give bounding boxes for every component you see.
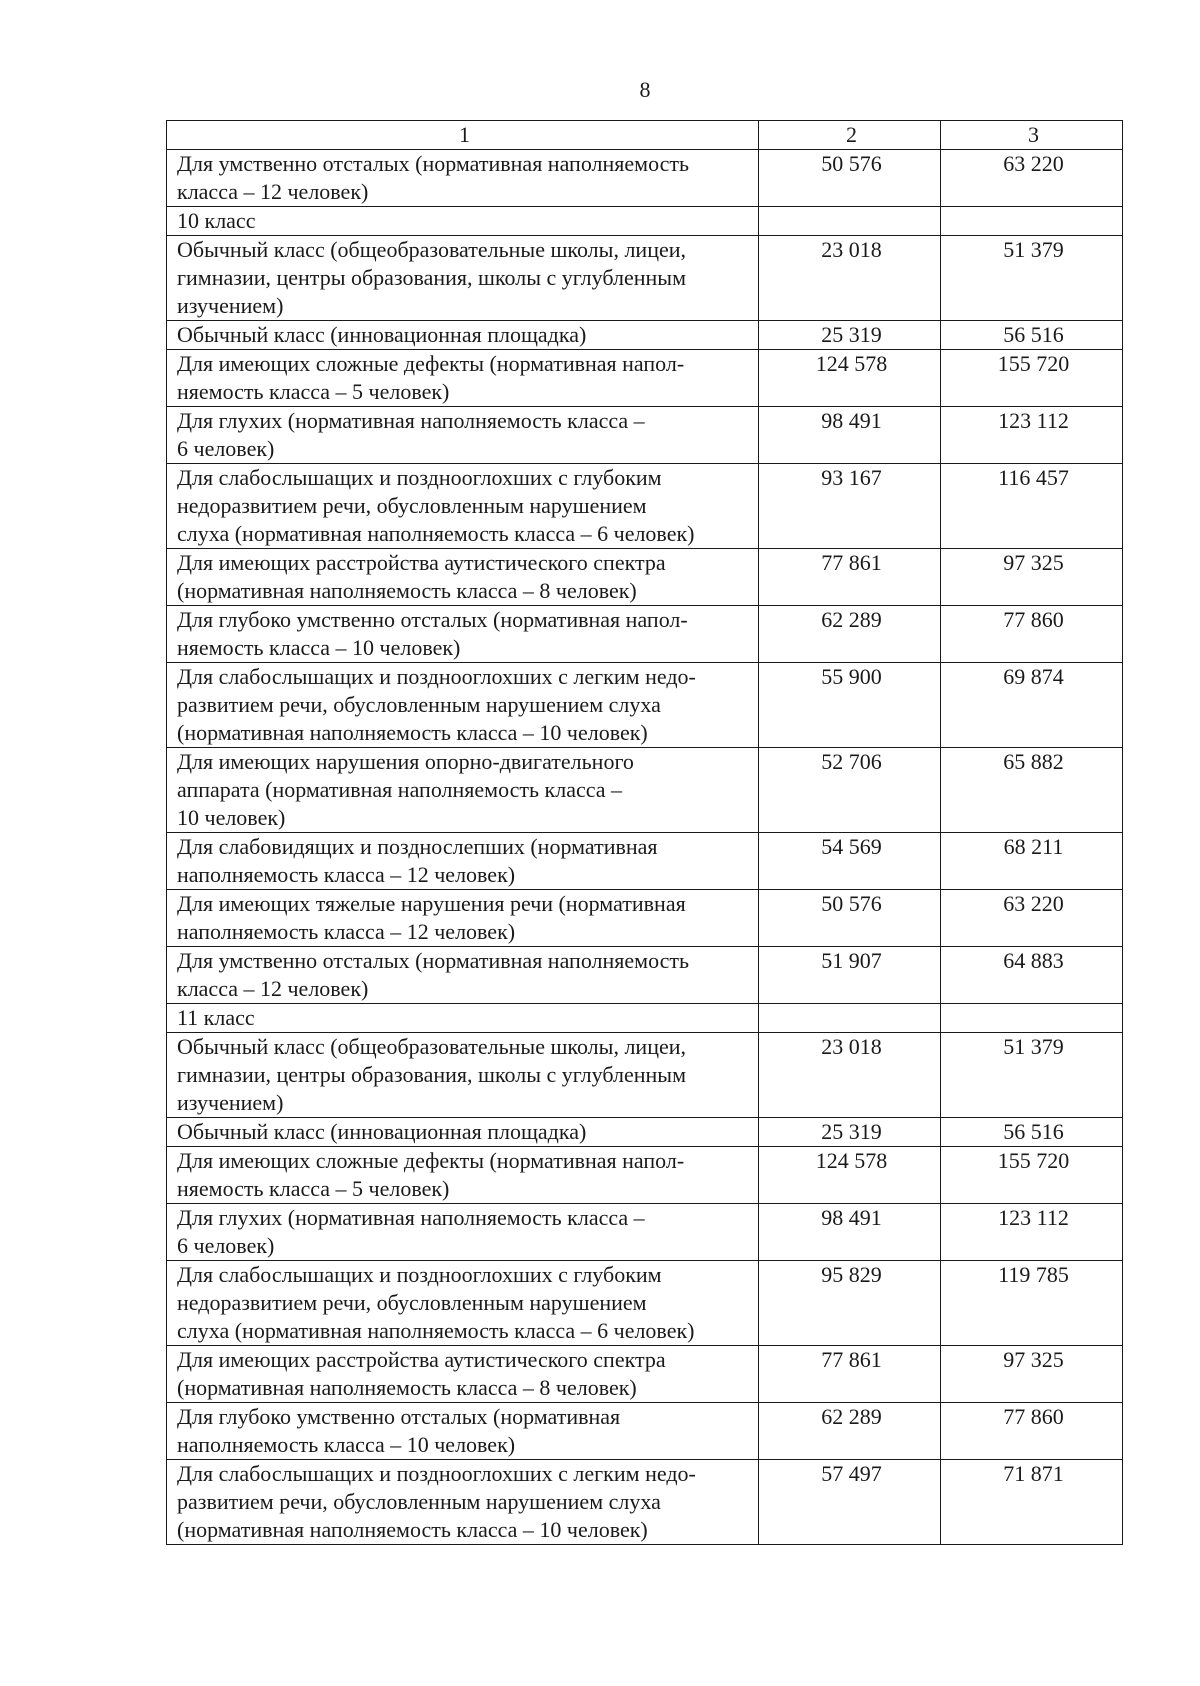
row-value-col3: 65 882 [941, 748, 1123, 833]
table-row [167, 150, 1123, 207]
row-value-col3: 116 457 [941, 464, 1123, 549]
row-value-col2: 62 289 [759, 606, 941, 663]
table-row [167, 236, 1123, 321]
row-value-col2: 124 578 [759, 1147, 941, 1204]
table-row [167, 464, 1123, 549]
table-row [167, 890, 1123, 947]
header-cell-3: 3 [941, 121, 1123, 150]
row-value-col2: 124 578 [759, 350, 941, 407]
row-value-col3: 56 516 [941, 321, 1123, 350]
row-value-col3: 77 860 [941, 1403, 1123, 1460]
row-description: 11 класс [167, 1004, 759, 1033]
table-row [167, 833, 1123, 890]
row-value-col2: 93 167 [759, 464, 941, 549]
row-value-col3: 51 379 [941, 1033, 1123, 1118]
row-description: Обычный класс (общеобразовательные школы, лицеи, гимназии, центры образования, школы с углубленным изучением) [167, 1033, 759, 1118]
table-row [167, 350, 1123, 407]
row-value-col3: 56 516 [941, 1118, 1123, 1147]
row-value-col3: 68 211 [941, 833, 1123, 890]
table-row [167, 1261, 1123, 1346]
table-row [167, 1346, 1123, 1403]
row-value-col2: 55 900 [759, 663, 941, 748]
row-description: Для имеющих тяжелые нарушения речи (нормативная наполняемость класса – 12 человек) [167, 890, 759, 947]
row-value-col2: 50 576 [759, 890, 941, 947]
row-description: Обычный класс (инновационная площадка) [167, 1118, 759, 1147]
row-description: Для глубоко умственно отсталых (нормативная напол- няемость класса – 10 человек) [167, 606, 759, 663]
row-description: Для слабовидящих и позднослепших (нормативная наполняемость класса – 12 человек) [167, 833, 759, 890]
row-description: Для имеющих расстройства аутистического спектра (нормативная наполняемость класса – 8 человек) [167, 549, 759, 606]
table-row [167, 606, 1123, 663]
row-value-col2: 95 829 [759, 1261, 941, 1346]
row-description: Для имеющих расстройства аутистического спектра (нормативная наполняемость класса – 8 человек) [167, 1346, 759, 1403]
row-value-col2: 50 576 [759, 150, 941, 207]
row-value-col3: 51 379 [941, 236, 1123, 321]
row-value-col3 [941, 1004, 1123, 1033]
table-row [167, 407, 1123, 464]
row-value-col3: 155 720 [941, 1147, 1123, 1204]
header-cell-2: 2 [759, 121, 941, 150]
row-value-col3: 123 112 [941, 1204, 1123, 1261]
cost-table [166, 120, 1123, 1545]
row-value-col2: 62 289 [759, 1403, 941, 1460]
table-header-row [167, 121, 1123, 150]
row-value-col2: 52 706 [759, 748, 941, 833]
row-description: Для слабослышащих и позднооглохших с глубоким недоразвитием речи, обусловленным нарушением слуха (нормативная наполняемость класса – 6 человек) [167, 464, 759, 549]
row-value-col2: 23 018 [759, 1033, 941, 1118]
row-value-col3: 69 874 [941, 663, 1123, 748]
table-body [167, 121, 1123, 1545]
row-value-col3: 63 220 [941, 150, 1123, 207]
table-row [167, 1147, 1123, 1204]
row-description: Для имеющих сложные дефекты (нормативная напол- няемость класса – 5 человек) [167, 1147, 759, 1204]
row-value-col3: 97 325 [941, 549, 1123, 606]
row-value-col2 [759, 1004, 941, 1033]
row-description: Для умственно отсталых (нормативная наполняемость класса – 12 человек) [167, 947, 759, 1004]
row-value-col3: 97 325 [941, 1346, 1123, 1403]
table-row [167, 663, 1123, 748]
row-description: 10 класс [167, 207, 759, 236]
table-row [167, 1403, 1123, 1460]
row-value-col2: 77 861 [759, 549, 941, 606]
table-row [167, 321, 1123, 350]
row-value-col3: 155 720 [941, 350, 1123, 407]
table-row [167, 748, 1123, 833]
table-row [167, 1204, 1123, 1261]
row-description: Обычный класс (общеобразовательные школы, лицеи, гимназии, центры образования, школы с углубленным изучением) [167, 236, 759, 321]
row-description: Для глухих (нормативная наполняемость класса – 6 человек) [167, 407, 759, 464]
row-description: Для глухих (нормативная наполняемость класса – 6 человек) [167, 1204, 759, 1261]
row-description: Для умственно отсталых (нормативная наполняемость класса – 12 человек) [167, 150, 759, 207]
row-value-col2: 25 319 [759, 321, 941, 350]
table-row [167, 947, 1123, 1004]
table-row [167, 549, 1123, 606]
table-row [167, 1004, 1123, 1033]
table-row [167, 1460, 1123, 1545]
table-row [167, 1118, 1123, 1147]
table-row [167, 207, 1123, 236]
row-description: Для глубоко умственно отсталых (нормативная наполняемость класса – 10 человек) [167, 1403, 759, 1460]
row-description: Для имеющих нарушения опорно-двигательного аппарата (нормативная наполняемость класса – 10 человек) [167, 748, 759, 833]
row-description: Для слабослышащих и позднооглохших с глубоким недоразвитием речи, обусловленным нарушением слуха (нормативная наполняемость класса – 6 человек) [167, 1261, 759, 1346]
row-value-col3: 64 883 [941, 947, 1123, 1004]
row-value-col2: 25 319 [759, 1118, 941, 1147]
row-value-col3 [941, 207, 1123, 236]
row-value-col2: 57 497 [759, 1460, 941, 1545]
row-value-col2: 98 491 [759, 1204, 941, 1261]
row-value-col3: 77 860 [941, 606, 1123, 663]
row-value-col3: 71 871 [941, 1460, 1123, 1545]
table-row [167, 1033, 1123, 1118]
row-value-col2: 98 491 [759, 407, 941, 464]
row-value-col2: 77 861 [759, 1346, 941, 1403]
row-value-col3: 123 112 [941, 407, 1123, 464]
row-description: Для слабослышащих и позднооглохших с легким недо- развитием речи, обусловленным нарушением слуха (нормативная наполняемость класса – 10 человек) [167, 1460, 759, 1545]
row-value-col2: 51 907 [759, 947, 941, 1004]
row-description: Для слабослышащих и позднооглохших с легким недо- развитием речи, обусловленным нарушением слуха (нормативная наполняемость класса – 10 человек) [167, 663, 759, 748]
header-cell-1: 1 [167, 121, 759, 150]
row-value-col2 [759, 207, 941, 236]
row-value-col2: 23 018 [759, 236, 941, 321]
page-number: 8 [639, 77, 651, 102]
row-value-col2: 54 569 [759, 833, 941, 890]
row-description: Для имеющих сложные дефекты (нормативная напол- няемость класса – 5 человек) [167, 350, 759, 407]
row-description: Обычный класс (инновационная площадка) [167, 321, 759, 350]
row-value-col3: 63 220 [941, 890, 1123, 947]
row-value-col3: 119 785 [941, 1261, 1123, 1346]
